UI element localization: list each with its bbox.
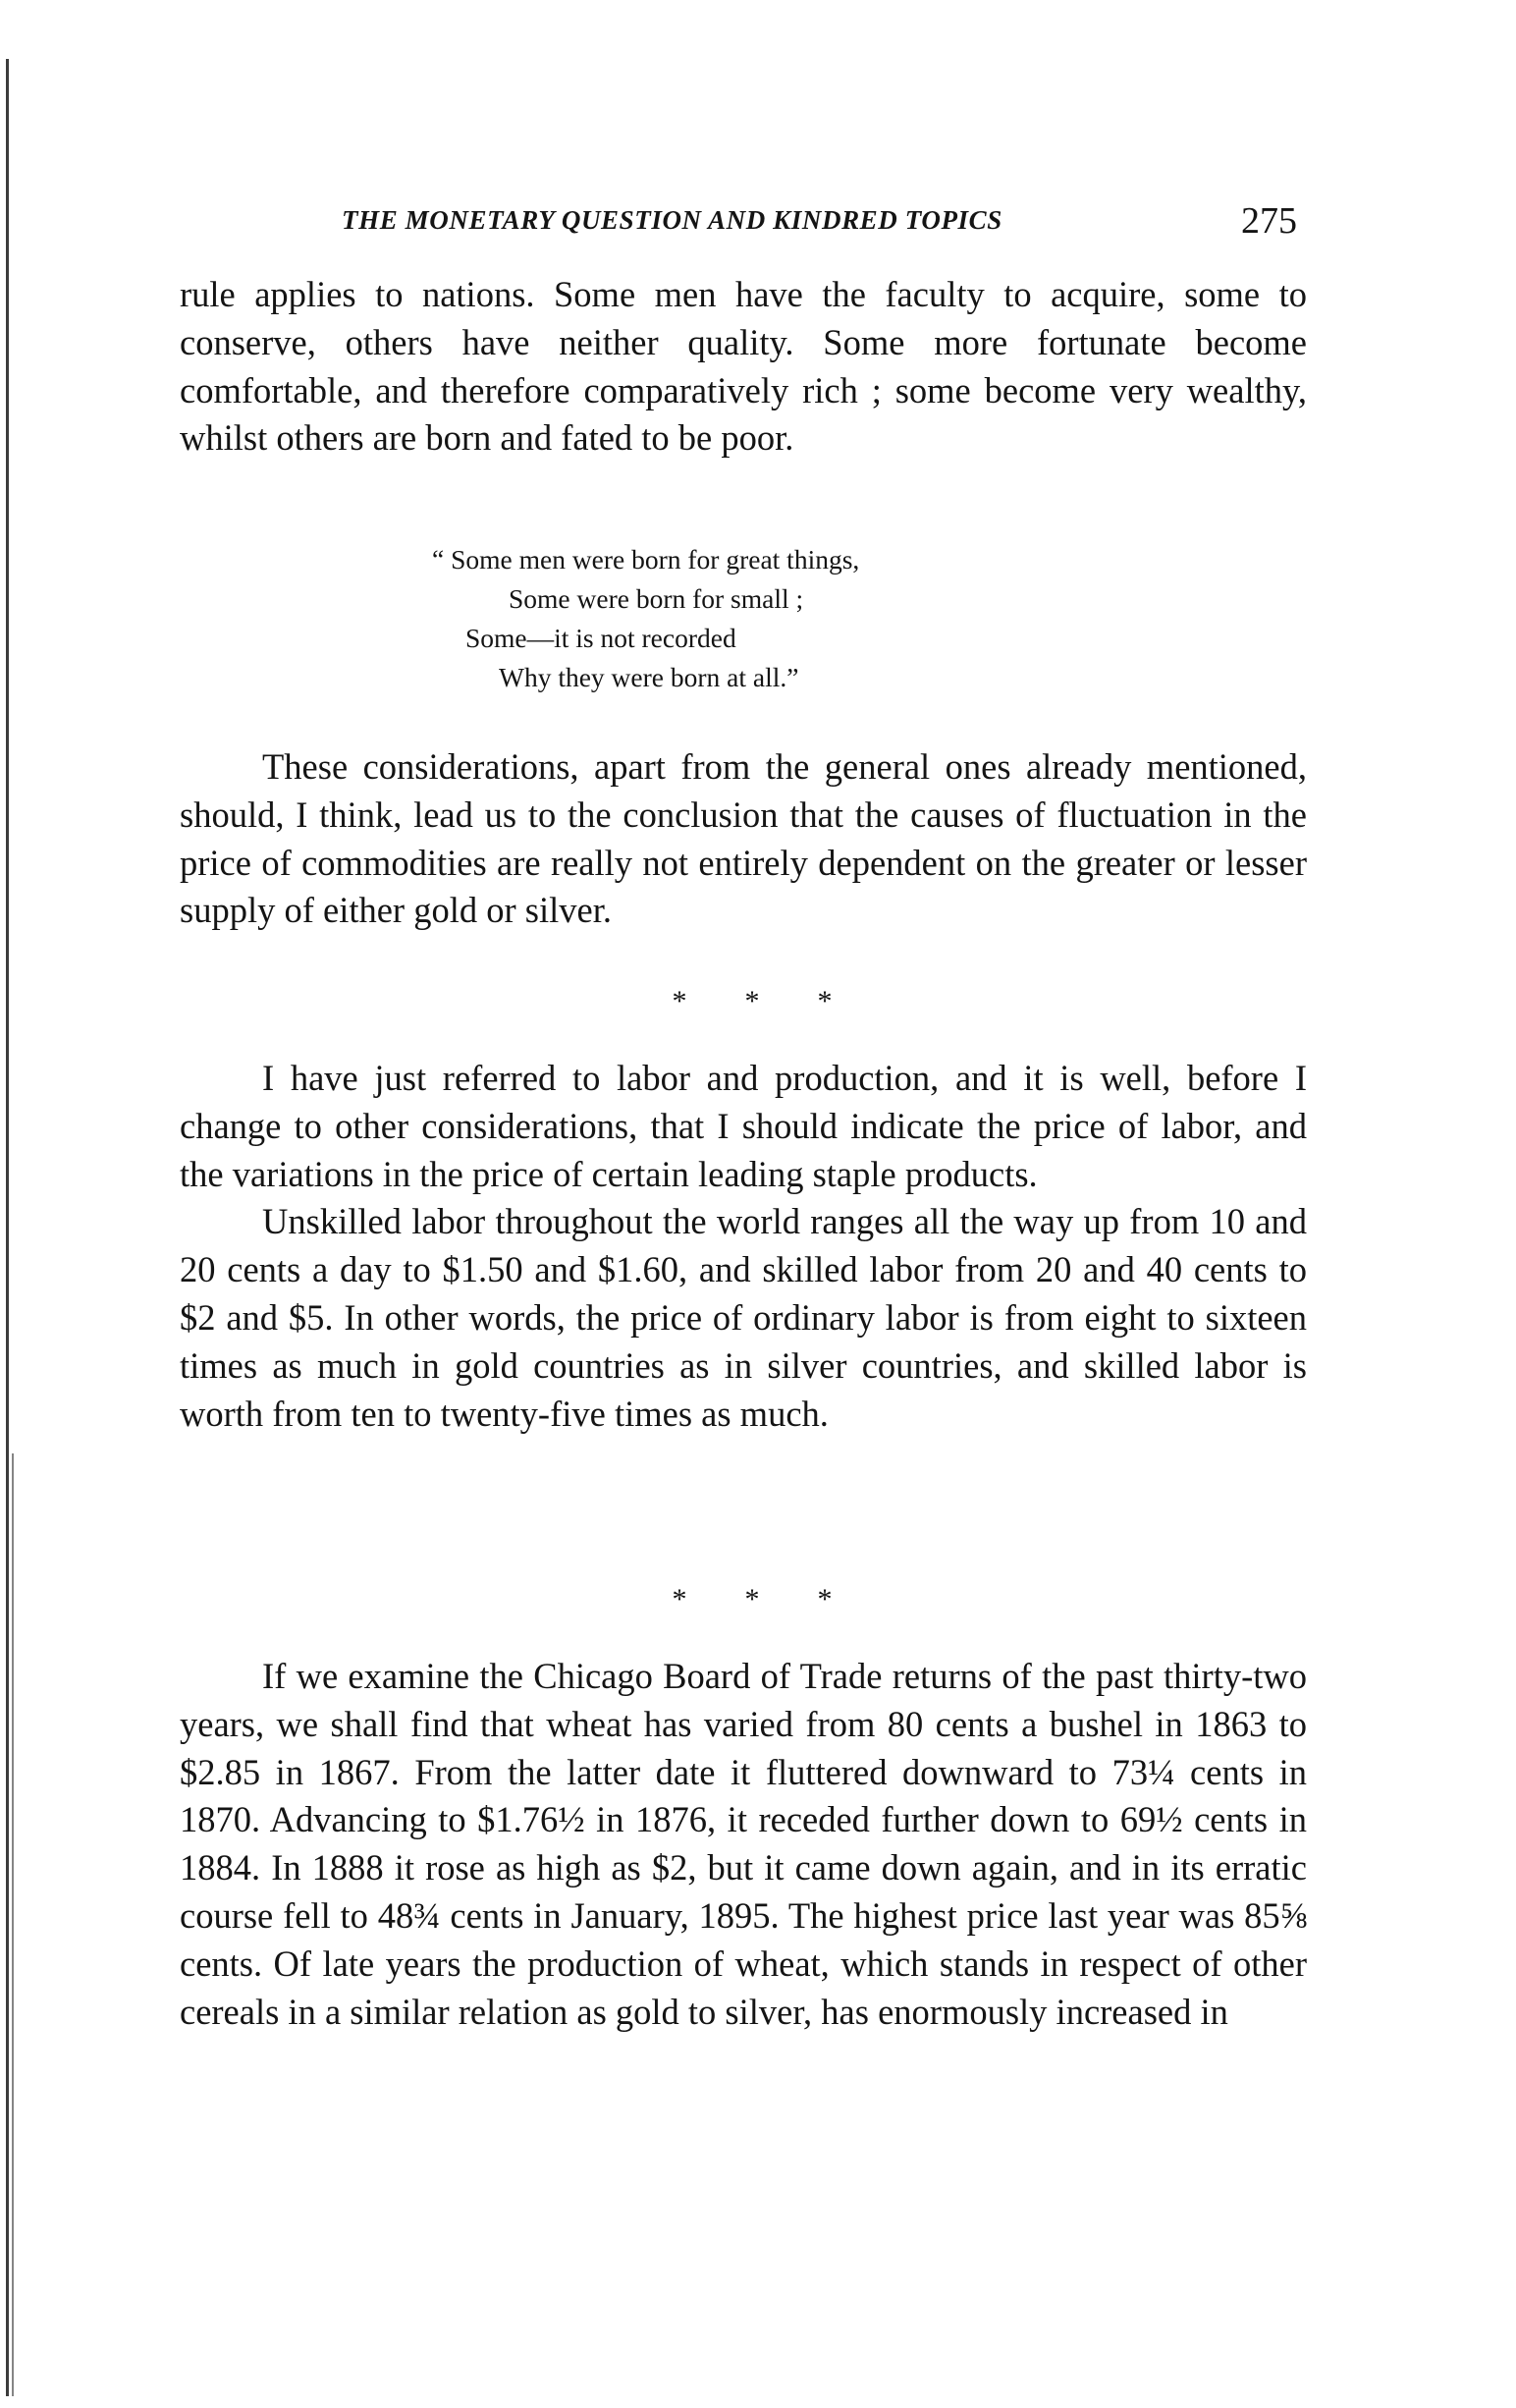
poem-line-4: Why they were born at all.” — [499, 662, 799, 692]
separator-star: * — [817, 1583, 833, 1615]
paragraph-3 — [180, 1055, 1307, 1438]
poem-line-2: Some were born for small ; — [509, 583, 804, 614]
paragraph-3b-text: Unskilled labor throughout the world ranges all the way up from 10 and 20 cents a day to $1.50 and $1.60, and skilled labor from 20 and 40 cents to $2 and $5. In other words, the price of ordinary labor is from eight to sixteen times as much in gold countries as in silver countries, and skilled labor is worth from ten to twenty-five times as much. — [180, 1201, 1307, 1434]
poem-line-1: “ Some men were born for great things, — [432, 544, 860, 575]
paragraph-1-text: rule applies to nations. Some men have the faculty to acquire, some to conserve, others have neither quality. Some more fortunate become comfortable, and therefore comparatively rich ; some become very wealthy, whilst others are born and fated to be poor. — [180, 274, 1307, 459]
paragraph-2-text: These considerations, apart from the general ones already mentioned, should, I think, lead us to the conclusion that the causes of fluctuation in the price of commodities are really not entirely dependent on the greater or lesser supply of either gold or silver. — [180, 746, 1307, 931]
paragraph-1 — [180, 271, 1307, 463]
separator-star: * — [817, 985, 833, 1017]
page-edge-shadow — [6, 59, 9, 2396]
section-separator-2 — [643, 1583, 861, 1616]
separator-star: * — [744, 1583, 760, 1615]
section-separator-1 — [643, 985, 861, 1018]
paragraph-3a-text: I have just referred to labor and production, and it is well, before I change to other considerations, that I should indicate the price of labor, and the variations in the price of certain leading staple products. — [180, 1058, 1307, 1194]
separator-star: * — [672, 985, 687, 1017]
paragraph-4-text: If we examine the Chicago Board of Trade returns of the past thirty-two years, we shall find that wheat has varied from 80 cents a bushel in 1863 to $2.85 in 1867. From the latter date it fluttered downward to 73¼ cents in 1870. Advancing to $1.76½ in 1876, it receded further down to 69½ cents in 1884. In 1888 it rose as high as $2, but it came down again, and in its erratic course fell to 48¾ cents in January, 1895. The highest price last year was 85⅝ cents. Of late years the production of wheat, which stands in respect of other cereals in a similar relation as gold to silver, has enormously increased in — [180, 1656, 1307, 2032]
poem-quote — [432, 540, 859, 697]
poem-line-3: Some—it is not recorded — [465, 623, 736, 653]
paragraph-4 — [180, 1653, 1307, 2036]
separator-star: * — [744, 985, 760, 1017]
paragraph-2 — [180, 743, 1307, 935]
page-edge-shadow-inner — [12, 1453, 14, 2396]
page-number: 275 — [1241, 200, 1297, 242]
page-header — [342, 201, 1324, 260]
running-head: THE MONETARY QUESTION AND KINDRED TOPICS — [342, 205, 1002, 235]
separator-star: * — [672, 1583, 687, 1615]
